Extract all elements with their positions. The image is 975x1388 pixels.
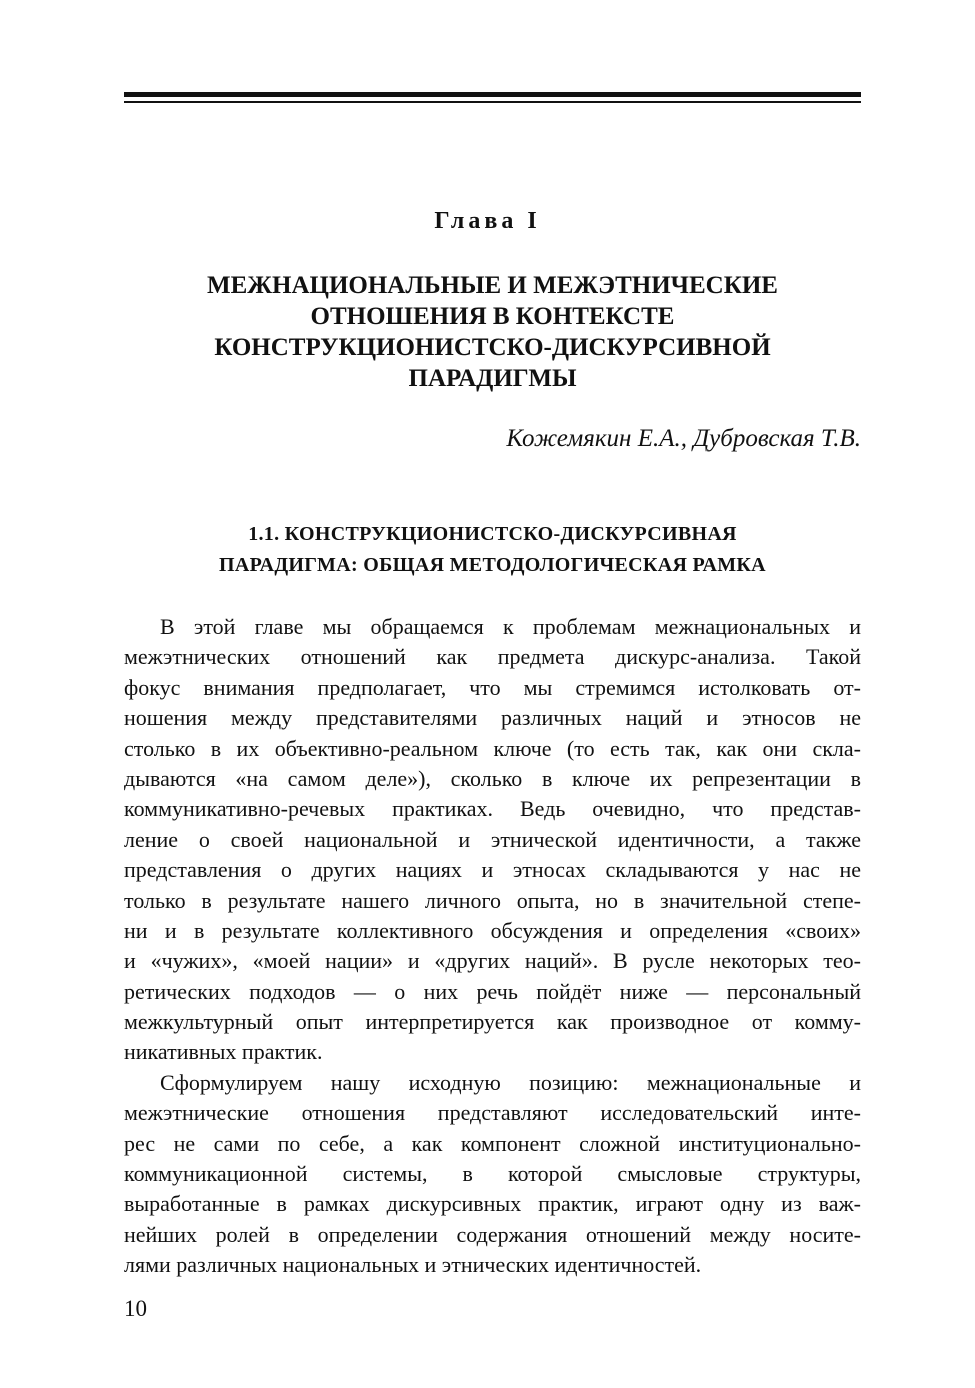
paragraph xyxy=(124,612,861,1068)
text-line: фокус внимания предполагает, что мы стремимся истолковать от- xyxy=(124,674,861,700)
chapter-title-line: ОТНОШЕНИЯ В КОНТЕКСТЕ xyxy=(310,303,675,330)
body-text xyxy=(124,612,861,1281)
text-line: В этой главе мы обращаемся к проблемам межнациональных и xyxy=(160,614,861,639)
chapter-heading: Глава I xyxy=(434,208,541,234)
text-line: только в результате нашего личного опыта, но в значительной степе- xyxy=(124,887,861,913)
section-heading-line: 1.1. КОНСТРУКЦИОНИСТСКО-ДИСКУРСИВНАЯ xyxy=(248,523,737,545)
text-line: межэтнических отношений как предмета дискурс-анализа. Такой xyxy=(124,644,861,670)
text-line: коммуникационной системы, в которой смысловые структуры, xyxy=(124,1161,861,1187)
text-line: ношения между представителями различных наций и этносов не xyxy=(124,705,861,731)
chapter-title-line: МЕЖНАЦИОНАЛЬНЫЕ И МЕЖЭТНИЧЕСКИЕ xyxy=(207,272,778,299)
text-line: лями различных национальных и этнических идентичностей. xyxy=(124,1252,702,1278)
text-line: нейших ролей в определении содержания отношений между носите- xyxy=(124,1221,861,1247)
text-line: рес не сами по себе, а как компонент сложной институционально- xyxy=(124,1130,861,1156)
text-line: никативных практик. xyxy=(124,1039,323,1065)
section-heading-line: ПАРАДИГМА: ОБЩАЯ МЕТОДОЛОГИЧЕСКАЯ РАМКА xyxy=(219,554,766,576)
text-line: столько в их объективно-реальном ключе (то есть так, как они скла- xyxy=(124,735,861,761)
header-rule-thin xyxy=(124,101,861,103)
text-line: межэтнические отношения представляют исследовательский инте- xyxy=(124,1100,861,1126)
text-line: представления о других нациях и этносах складываются у нас не xyxy=(124,857,861,883)
page-number: 10 xyxy=(124,1296,147,1321)
chapter-title-line: КОНСТРУКЦИОНИСТСКО-ДИСКУРСИВНОЙ xyxy=(214,334,771,361)
text-line: коммуникативно-речевых практиках. Ведь очевидно, что представ- xyxy=(124,796,861,822)
text-line: ретических подходов — о них речь пойдёт ниже — персональный xyxy=(124,978,861,1004)
text-line: и «чужих», «моей нации» и «других наций». В русле некоторых тео- xyxy=(124,948,861,974)
text-line: ни и в результате коллективного обсуждения и определения «своих» xyxy=(124,917,861,943)
chapter-title xyxy=(124,270,861,394)
chapter-title-line: ПАРАДИГМЫ xyxy=(408,365,577,392)
authors: Кожемякин Е.А., Дубровская Т.В. xyxy=(506,425,861,452)
text-line: ление о своей национальной и этнической идентичности, а также xyxy=(124,826,861,852)
paragraph xyxy=(124,1068,861,1281)
text-line: Сформулируем нашу исходную позицию: межнациональные и xyxy=(160,1069,861,1095)
section-heading xyxy=(124,519,861,581)
text-line: дываются «на самом деле»), сколько в ключе их репрезентации в xyxy=(124,765,861,791)
text-line: выработанные в рамках дискурсивных практик, играют одну из важ- xyxy=(124,1191,861,1217)
text-line: межкультурный опыт интерпретируется как производное от комму- xyxy=(124,1009,861,1035)
header-rule-thick xyxy=(124,92,861,97)
